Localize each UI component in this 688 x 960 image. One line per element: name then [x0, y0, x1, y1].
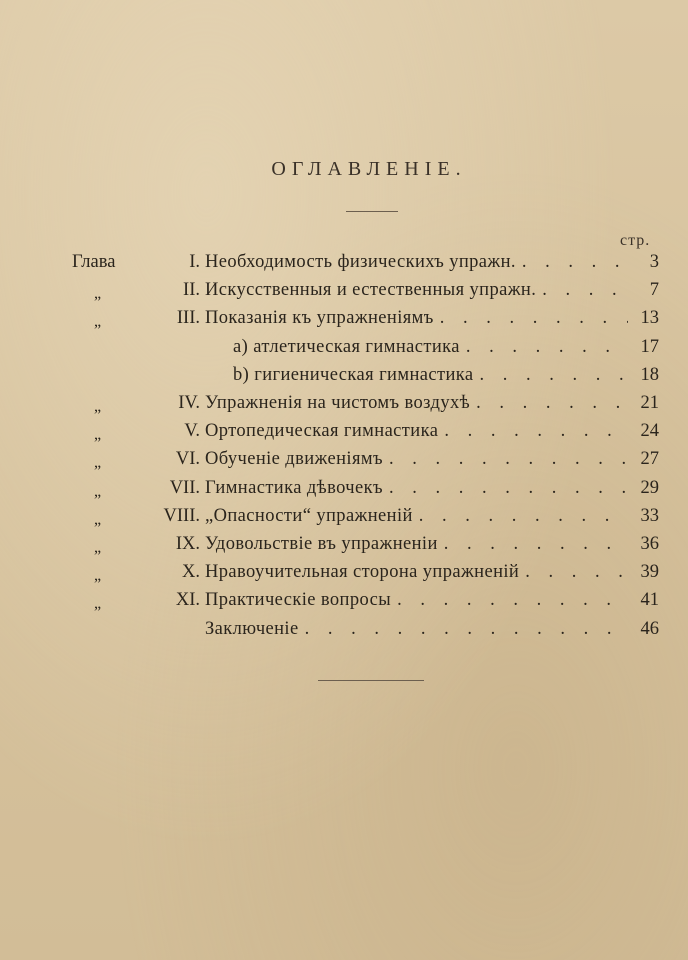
toc-prefix: „ — [94, 313, 102, 331]
page-number: 46 — [640, 618, 659, 639]
toc-row — [0, 361, 688, 389]
chapter-numeral: IX. — [175, 534, 200, 554]
toc-row — [0, 615, 688, 643]
chapter-numeral: VIII. — [163, 505, 200, 526]
chapter-title: Практическіе вопросы — [205, 590, 392, 611]
dot-leader — [519, 558, 628, 586]
toc-prefix: „ — [94, 567, 102, 585]
chapter-title: Заключеніе — [205, 618, 299, 639]
dot-leader — [391, 586, 628, 614]
chapter-numeral: V. — [184, 421, 200, 442]
page-number: 39 — [640, 562, 659, 583]
toc-row — [0, 474, 688, 502]
bottom-divider — [318, 680, 424, 681]
page-number: 17 — [640, 336, 659, 357]
toc-prefix: Глава — [72, 252, 116, 272]
toc-prefix: „ — [94, 510, 102, 528]
toc-row — [0, 248, 688, 276]
toc-prefix: „ — [94, 426, 102, 444]
chapter-title: b) гигиеническая гимнастика — [233, 364, 474, 385]
toc-entry — [205, 502, 628, 530]
dot-leader — [474, 361, 629, 389]
chapter-numeral: VI. — [175, 449, 200, 470]
toc-row — [0, 558, 688, 586]
toc-row — [0, 445, 688, 473]
toc-row — [0, 586, 688, 614]
page-number: 27 — [640, 449, 659, 470]
page-number: 18 — [640, 364, 659, 385]
dot-leader — [434, 304, 628, 332]
page-number: 41 — [640, 590, 659, 611]
toc-entry — [205, 248, 628, 276]
chapter-title: а) атлетическая гимнастика — [233, 336, 460, 357]
toc-prefix: „ — [94, 482, 102, 500]
toc-row — [0, 276, 688, 304]
page-number: 7 — [649, 280, 659, 301]
chapter-title: Упражненія на чистомъ воздухѣ — [205, 393, 471, 413]
page-column-label: стр. — [620, 232, 651, 249]
dot-leader — [460, 333, 628, 361]
toc-entry — [205, 615, 628, 643]
toc-prefix: „ — [94, 539, 102, 556]
toc-entry — [205, 586, 628, 614]
toc-entry — [205, 417, 628, 445]
toc-entry — [205, 530, 628, 558]
toc-prefix: „ — [94, 595, 102, 613]
page-title: ОГЛАВЛЕНІЕ. — [271, 158, 467, 180]
toc-row — [0, 530, 688, 558]
chapter-numeral: IV. — [178, 393, 200, 413]
page-number: 29 — [640, 477, 659, 498]
chapter-title: Необходимость физическихъ упражн. — [205, 252, 516, 272]
chapter-numeral: X. — [182, 562, 200, 583]
chapter-title: Показанія къ упражненіямъ — [205, 308, 434, 329]
chapter-title: Удовольствіе въ упражненіи — [205, 534, 438, 554]
dot-leader — [299, 615, 628, 643]
chapter-numeral: VII. — [169, 477, 200, 498]
toc-row — [0, 333, 688, 361]
toc-entry — [233, 333, 628, 361]
dot-leader — [438, 417, 628, 445]
chapter-numeral: XI. — [175, 590, 200, 611]
chapter-title: Нравоучительная сторона упражненій — [205, 562, 520, 583]
toc-prefix: „ — [94, 454, 102, 472]
title-divider — [346, 211, 398, 212]
toc-entry — [205, 389, 628, 417]
chapter-title: „Опасности“ упражненій — [205, 505, 413, 526]
toc-prefix: „ — [94, 398, 102, 415]
toc-entry — [205, 304, 628, 332]
dot-leader — [516, 248, 628, 276]
toc-row — [0, 417, 688, 445]
page-number: 36 — [640, 534, 659, 554]
dot-leader — [383, 474, 628, 502]
toc-row — [0, 389, 688, 417]
toc-entry — [233, 361, 628, 389]
page-number: 24 — [640, 421, 659, 442]
chapter-numeral: III. — [176, 308, 200, 329]
dot-leader — [413, 502, 628, 530]
chapter-numeral: I. — [189, 252, 200, 272]
toc-prefix: „ — [94, 285, 102, 303]
toc-row — [0, 304, 688, 332]
toc-entry — [205, 276, 628, 304]
chapter-title: Ортопедическая гимнастика — [205, 421, 439, 442]
dot-leader — [383, 445, 628, 473]
chapter-numeral: II. — [183, 280, 200, 301]
page-number: 33 — [640, 505, 659, 526]
dot-leader — [470, 389, 628, 417]
page-number: 3 — [649, 252, 659, 272]
toc-row — [0, 502, 688, 530]
chapter-title: Гимнастика дѣвочекъ — [205, 477, 383, 498]
toc-entry — [205, 445, 628, 473]
toc-entry — [205, 558, 628, 586]
page-number: 21 — [640, 393, 659, 413]
page-number: 13 — [640, 308, 659, 329]
toc-entry — [205, 474, 628, 502]
chapter-title: Обученіе движеніямъ — [205, 449, 383, 470]
dot-leader — [536, 276, 628, 304]
dot-leader — [438, 530, 628, 558]
chapter-title: Искусственныя и естественныя упражн. — [205, 280, 537, 301]
